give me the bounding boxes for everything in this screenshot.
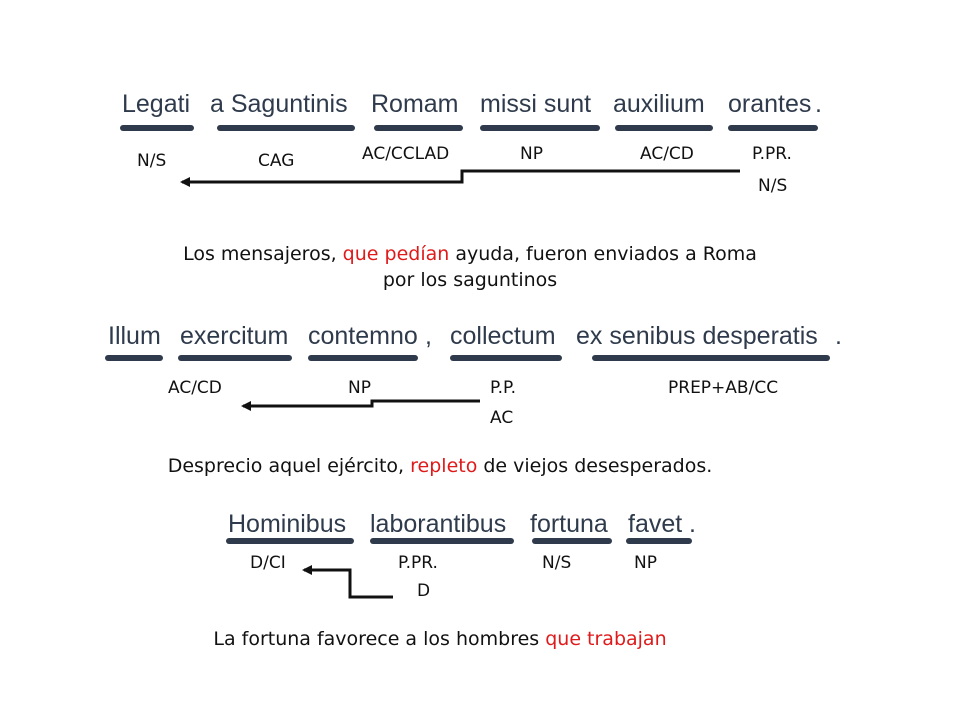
latin-word: collectum bbox=[450, 322, 556, 350]
latin-word: ex senibus desperatis bbox=[576, 322, 818, 350]
syntax-label: N/S bbox=[758, 176, 788, 196]
syntax-label: P.PR. bbox=[398, 553, 438, 573]
syntax-label: D/CI bbox=[250, 553, 286, 573]
translation-text: ayuda, fueron enviados a Roma bbox=[449, 243, 757, 265]
syntax-label: AC/CD bbox=[640, 144, 694, 164]
latin-word: missi sunt bbox=[480, 90, 592, 118]
syntax-label: NP bbox=[348, 378, 371, 398]
punctuation: . bbox=[689, 510, 696, 538]
latin-word: orantes bbox=[728, 90, 812, 118]
translation-text: por los saguntinos bbox=[382, 268, 558, 291]
punctuation: , bbox=[425, 322, 432, 350]
arrow-sentence-2 bbox=[243, 401, 480, 406]
translation-text: La fortuna favorece a los hombres bbox=[213, 628, 546, 650]
syntax-label: AC bbox=[490, 408, 514, 428]
syntax-label: NP bbox=[520, 144, 543, 164]
translation-text: Los mensajeros, bbox=[183, 243, 343, 265]
syntax-label: AC/CD bbox=[168, 378, 222, 398]
syntax-label: D bbox=[417, 581, 431, 601]
arrow-sentence-3 bbox=[304, 570, 393, 597]
latin-word: Legati bbox=[122, 90, 191, 118]
latin-word: exercitum bbox=[180, 322, 289, 350]
syntax-label: NP bbox=[634, 553, 657, 573]
translation-highlight: que trabajan bbox=[545, 628, 667, 650]
syntax-label: N/S bbox=[542, 553, 572, 573]
syntax-label: P.P. bbox=[490, 378, 517, 398]
punctuation: . bbox=[815, 90, 822, 118]
latin-word: Illum bbox=[108, 322, 161, 350]
translation-text: de viejos desesperados. bbox=[477, 455, 713, 477]
latin-word: auxilium bbox=[613, 90, 705, 118]
translation-text: Desprecio aquel ejército, bbox=[167, 455, 411, 477]
latin-word: Hominibus bbox=[228, 510, 347, 538]
latin-word: laborantibus bbox=[370, 510, 507, 538]
translation-highlight: que pedían bbox=[342, 243, 450, 265]
latin-word: fortuna bbox=[530, 510, 608, 538]
punctuation: . bbox=[835, 322, 842, 350]
latin-word: favet bbox=[628, 510, 683, 538]
syntax-label: CAG bbox=[258, 151, 295, 171]
latin-word: a Saguntinis bbox=[210, 90, 348, 118]
syntax-label: AC/CCLAD bbox=[362, 144, 450, 164]
latin-word: contemno bbox=[308, 322, 418, 350]
syntax-label: PREP+AB/CC bbox=[668, 378, 779, 398]
translation-highlight: repleto bbox=[410, 455, 478, 477]
syntax-label: N/S bbox=[137, 151, 167, 171]
syntax-label: P.PR. bbox=[752, 144, 792, 164]
latin-word: Romam bbox=[371, 90, 459, 118]
arrow-sentence-1 bbox=[182, 171, 740, 182]
